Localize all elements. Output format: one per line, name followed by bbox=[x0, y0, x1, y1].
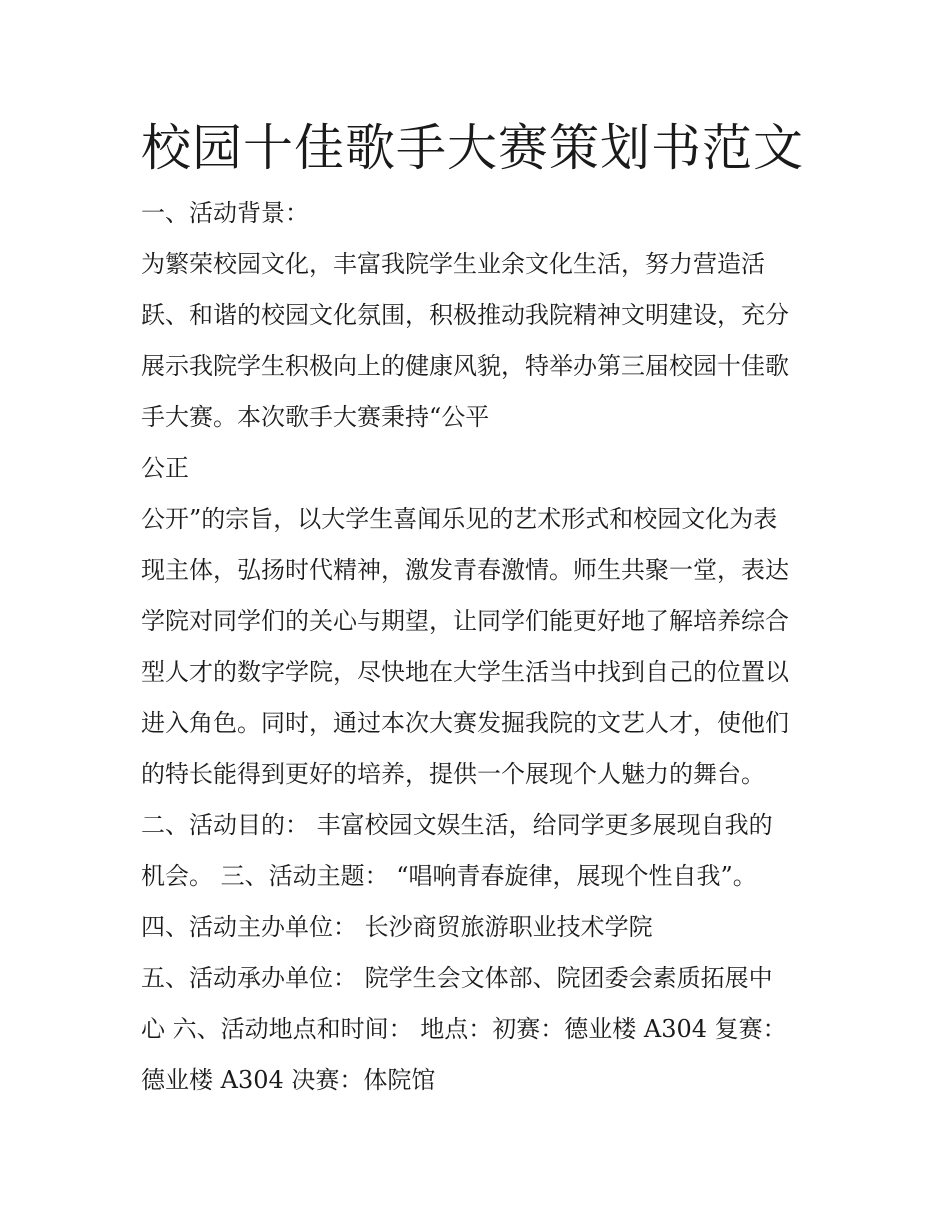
section-venue-line: 德业楼 A304 决赛：体院馆 bbox=[141, 1066, 436, 1094]
section-heading-background: 一、活动背景： bbox=[141, 199, 309, 227]
document-title: 校园十佳歌手大赛策划书范文 bbox=[141, 119, 804, 177]
body-line: 公开”的宗旨，以大学生喜闻乐见的艺术形式和校园文化为表 bbox=[141, 505, 778, 533]
section-organizer-line: 四、活动主办单位： 长沙商贸旅游职业技术学院 bbox=[141, 913, 653, 941]
document-page bbox=[141, 110, 821, 1106]
body-line: 手大赛。本次歌手大赛秉持“公平 bbox=[141, 403, 490, 431]
section-purpose-line: 二、活动目的： 丰富校园文娱生活，给同学更多展现自我的 bbox=[141, 811, 773, 839]
body-line: 学院对同学们的关心与期望，让同学们能更好地了解培养综合 bbox=[141, 607, 789, 635]
section-venue-line: 心 六、活动地点和时间： 地点：初赛：德业楼 A304 复赛： bbox=[141, 1015, 787, 1043]
body-line: 跃、和谐的校园文化氛围，积极推动我院精神文明建设，充分 bbox=[141, 301, 789, 329]
body-line: 的特长能得到更好的培养，提供一个展现个人魅力的舞台。 bbox=[141, 760, 765, 788]
body-line: 现主体，弘扬时代精神，激发青春激情。师生共聚一堂，表达 bbox=[141, 556, 789, 584]
body-line: 为繁荣校园文化，丰富我院学生业余文化生活，努力营造活 bbox=[141, 250, 765, 278]
section-theme-line: 机会。 三、活动主题： “唱响青春旋律，展现个性自我”。 bbox=[141, 862, 757, 890]
body-line: 进入角色。同时，通过本次大赛发掘我院的文艺人才，使他们 bbox=[141, 709, 789, 737]
body-line: 展示我院学生积极向上的健康风貌，特举办第三届校园十佳歌 bbox=[141, 352, 789, 380]
section-host-line: 五、活动承办单位： 院学生会文体部、院团委会素质拓展中 bbox=[141, 964, 773, 992]
body-line: 公正 bbox=[141, 454, 189, 482]
body-line: 型人才的数字学院，尽快地在大学生活当中找到自己的位置以 bbox=[141, 658, 789, 686]
